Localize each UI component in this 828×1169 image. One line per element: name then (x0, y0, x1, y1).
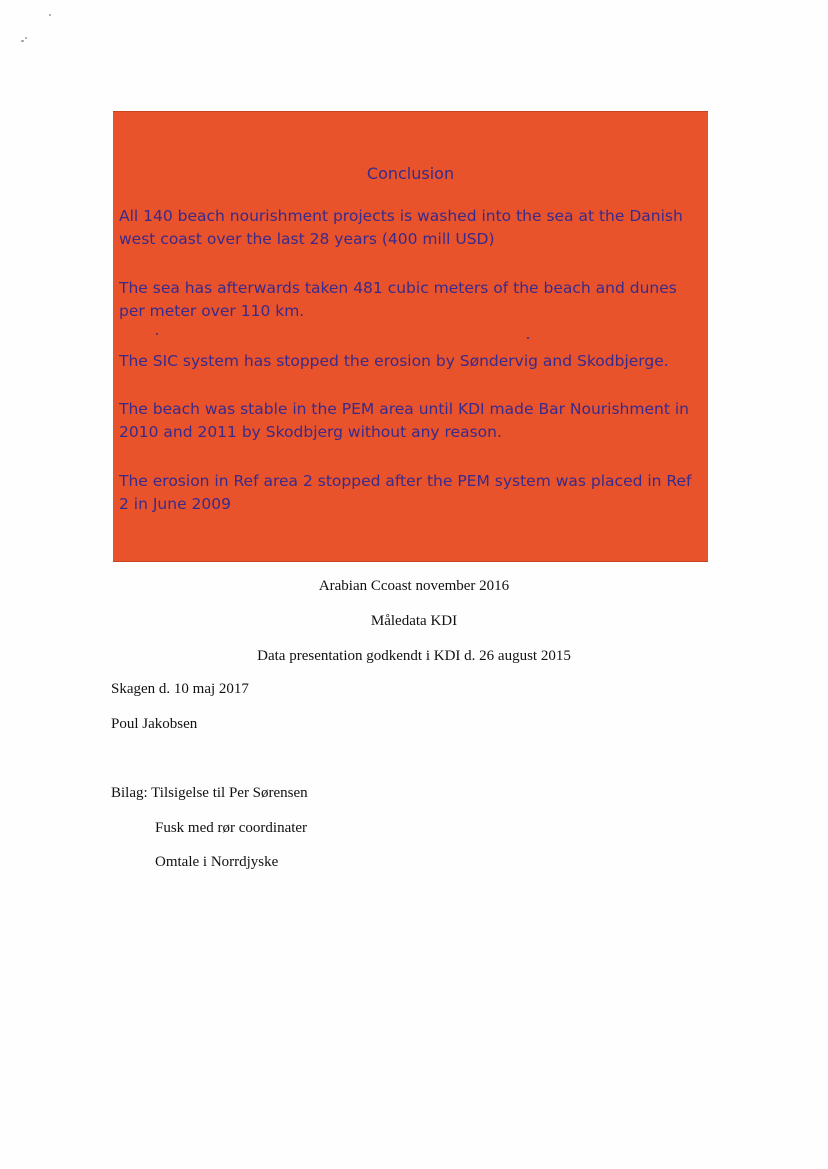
place-date: Skagen d. 10 maj 2017 (111, 681, 249, 697)
caption-approval: Data presentation godkendt i KDI d. 26 august 2015 (257, 648, 571, 664)
slide-title: Conclusion (366, 164, 455, 183)
scan-speck (25, 37, 27, 39)
caption-title: Arabian Ccoast november 2016 (318, 578, 510, 594)
slide-paragraph: All 140 beach nourishment projects is washed into the sea at the Danish west coast over the last 28 years (400 mill USD) (119, 207, 683, 248)
slide-paragraph: The beach was stable in the PEM area until KDI made Bar Nourishment in 2010 and 2011 by Skodbjerg without any reason. (119, 400, 689, 441)
scan-speck (21, 40, 24, 42)
scan-speck (49, 14, 51, 16)
slide-paragraph: The sea has afterwards taken 481 cubic meters of the beach and dunes per meter over 110 km. (119, 279, 677, 320)
conclusion-slide (113, 111, 708, 562)
attachments-label: Bilag: Tilsigelse til Per Sørensen (111, 785, 308, 801)
attachment-item: Fusk med rør coordinater (155, 820, 308, 836)
slide-paragraph: The erosion in Ref area 2 stopped after the PEM system was placed in Ref 2 in June 2009 (119, 472, 692, 513)
attachment-item: Omtale i Norrdjyske (155, 854, 279, 870)
bullet-dot (156, 333, 158, 335)
bullet-dot (527, 337, 529, 339)
author-name: Poul Jakobsen (111, 716, 198, 732)
caption-subtitle: Måledata KDI (370, 613, 458, 629)
slide-paragraph: The SIC system has stopped the erosion by Søndervig and Skodbjerge. (119, 352, 669, 370)
